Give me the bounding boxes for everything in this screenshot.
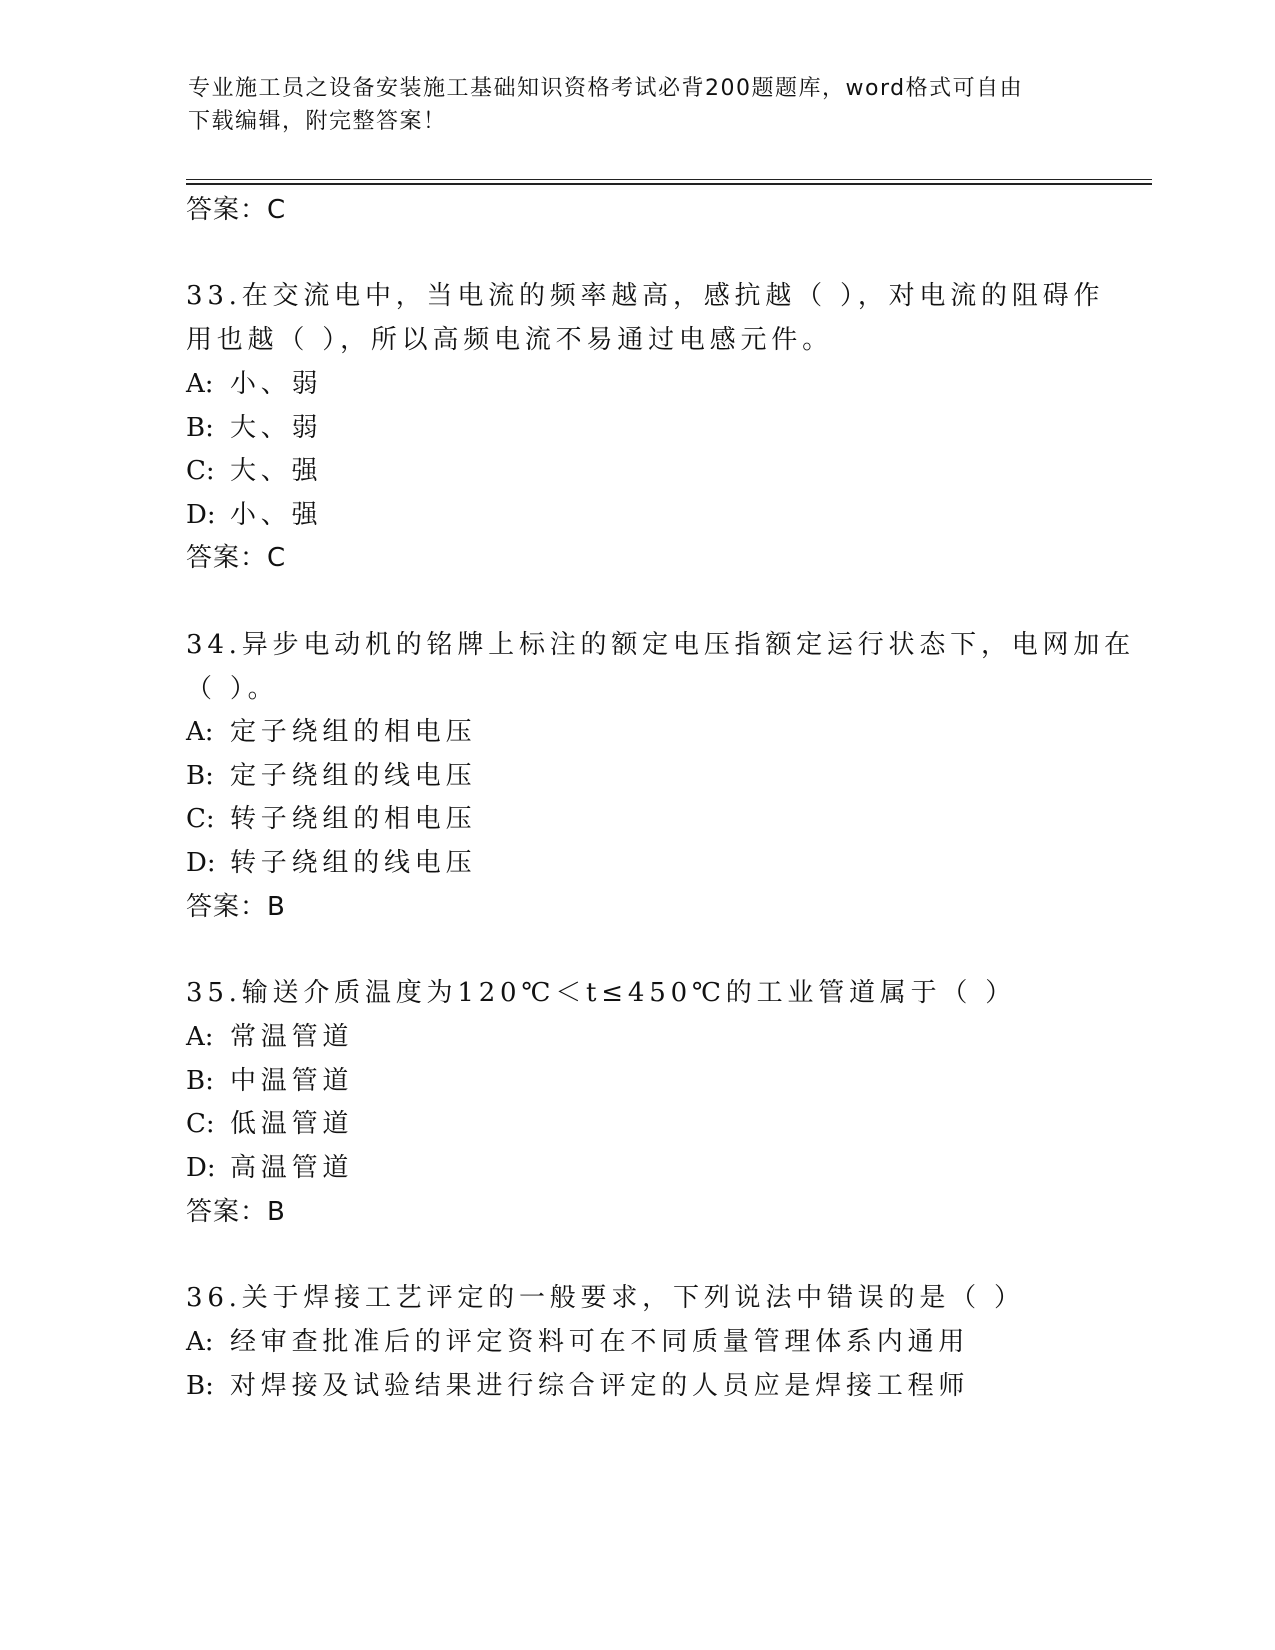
option-a [186,1322,969,1362]
option-text: 大、强 [230,456,323,486]
option-c [186,1104,353,1144]
option-text: 小、弱 [230,369,323,399]
option-b [186,1061,353,1101]
answer-label: 答案： [186,543,268,573]
option-key: B: [186,1371,214,1401]
option-text: 经审查批准后的评定资料可在不同质量管理体系内通用 [230,1327,970,1357]
option-d [186,843,476,883]
answer-value: B [267,892,286,922]
option-text: 转子绕组的相电压 [230,804,477,834]
option-key: B: [186,1066,214,1096]
option-text: 高温管道 [230,1153,354,1183]
answer-line [186,190,286,230]
question-text-line: 34.异步电动机的铭牌上标注的额定电压指额定运行状态下，电网加在 [186,630,1135,660]
option-text: 对焊接及试验结果进行综合评定的人员应是焊接工程师 [230,1371,970,1401]
option-a [186,712,476,752]
header-rule [186,179,1152,185]
option-a [186,364,322,404]
header-line-2: 下载编辑，附完整答案！ [188,109,447,134]
answer-value: C [267,543,287,573]
question-text-line: 35.输送介质温度为120℃＜t≤450℃的工业管道属于（ ） [186,978,1017,1008]
option-text: 定子绕组的相电压 [230,717,477,747]
option-a [186,1017,353,1057]
option-key: D: [186,1153,216,1183]
option-text: 定子绕组的线电压 [230,761,477,791]
option-key: A: [186,1022,214,1052]
option-text: 大、弱 [230,413,323,443]
answer-line [186,538,286,578]
question-text-line: 36.关于焊接工艺评定的一般要求，下列说法中错误的是（ ） [186,1283,1025,1313]
option-b [186,1366,969,1406]
answer-label: 答案： [186,195,268,225]
option-key: A: [186,369,214,399]
option-key: B: [186,413,214,443]
option-text: 低温管道 [230,1109,354,1139]
answer-value: C [267,195,287,225]
answer-value: B [267,1197,286,1227]
option-key: C: [186,1109,215,1139]
option-text: 小、强 [230,500,323,530]
question-text-line: （ ）。 [186,674,279,704]
option-d [186,1148,353,1188]
option-key: C: [186,456,215,486]
option-text: 转子绕组的线电压 [230,848,477,878]
question-text-line: 用也越（ ），所以高频电流不易通过电感元件。 [186,325,833,355]
answer-line [186,1192,286,1232]
answer-label: 答案： [186,892,268,922]
option-text: 常温管道 [230,1022,354,1052]
option-text: 中温管道 [230,1066,354,1096]
header-line-1: 专业施工员之设备安装施工基础知识资格考试必背200题题库，word格式可自由 [188,76,1024,101]
option-key: A: [186,717,214,747]
option-key: D: [186,848,216,878]
option-b [186,408,322,448]
option-d [186,495,322,535]
option-c [186,451,322,491]
option-key: A: [186,1327,214,1357]
option-key: C: [186,804,215,834]
option-b [186,756,476,796]
option-key: D: [186,500,216,530]
question-text-line: 33.在交流电中，当电流的频率越高，感抗越（ ），对电流的阻碍作 [186,281,1105,311]
option-key: B: [186,761,214,791]
option-c [186,799,476,839]
answer-label: 答案： [186,1197,268,1227]
answer-line [186,887,286,927]
page-header [188,72,1088,138]
